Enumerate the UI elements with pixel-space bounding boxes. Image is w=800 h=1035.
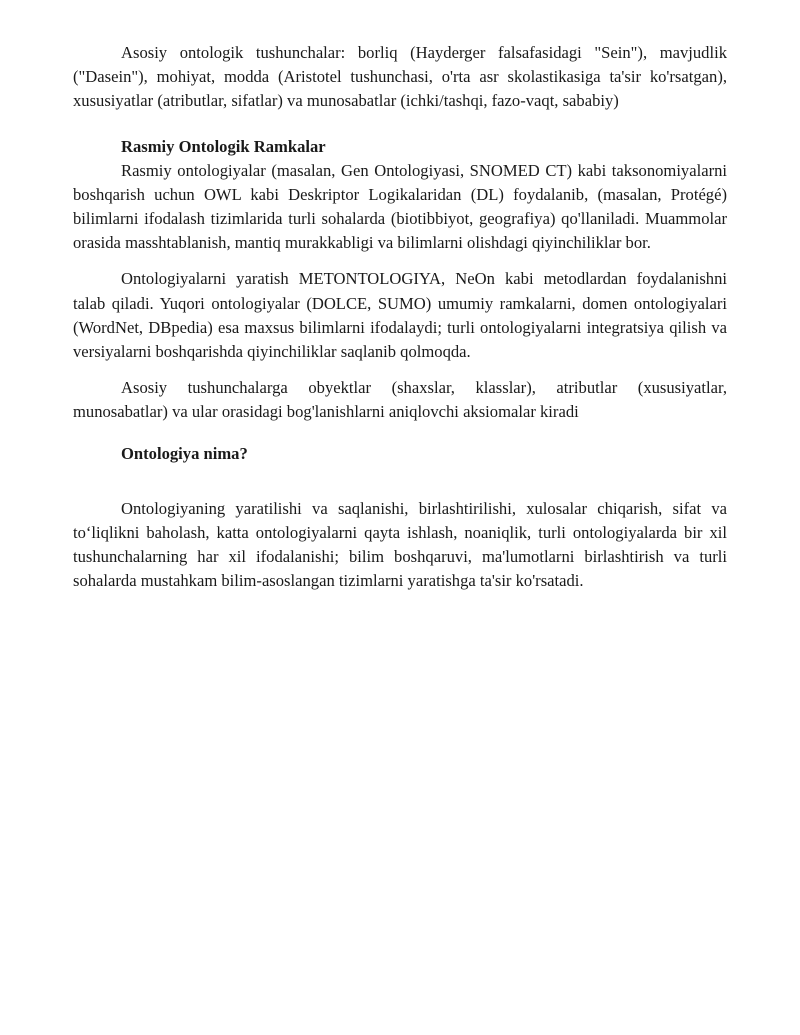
paragraph-ontology-challenges: Ontologiyaning yaratilishi va saqlanishi, birlashtirilishi, xulosalar chiqarish, sifat va to‘liqlikni baholash, katta ontologiyalarni qayta ishlash, noaniqlik, turli ontologiyalarda bir xil tushunchalarning har xil ifodalanishi; bilim boshqaruvi, ma'lumotlarni birlashtirish va turli sohalarda mustahkam bilim-asoslangan tizimlarni yaratishga ta'sir ko'rsatadi. bbox=[73, 498, 727, 591]
paragraph-core-concepts: Asosiy tushunchalarga obyektlar (shaxslar, klasslar), atributlar (xususiyatlar, munosabatlar) va ular orasidagi bog'lanishlarni aniqlovchi aksiomalar kiradi bbox=[73, 378, 727, 422]
document-page bbox=[73, 41, 727, 593]
heading-formal-frameworks: Rasmiy Ontologik Ramkalar bbox=[121, 136, 326, 156]
paragraph-ontology-creation: Ontologiyalarni yaratish METONTOLOGIYA, NeOn kabi metodlardan foydalanishni talab qiladi. Yuqori ontologiyalar (DOLCE, SUMO) umumiy ramkalarni, domen ontologiyalari (WordNet, DBpedia) esa maxsus bilimlarni ifodalaydi; turli ontologiyalarni integratsiya qilish va versiyalarni boshqarishda qiyinchiliklar saqlanib qolmoqda. bbox=[73, 269, 727, 362]
paragraph-formal-ontologies: Rasmiy ontologiyalar (masalan, Gen Ontologiyasi, SNOMED CT) kabi taksonomiyalarni boshqarish uchun OWL kabi Deskriptor Logikalaridan (DL) foydalanib, (masalan, Protégé) bilimlarni ifodalash tizimlarida turli sohalarda (biotibbiyot, geografiya) qo'llaniladi. Muammolar orasida masshtablanish, mantiq murakkabligi va bilimlarni olishdagi qiyinchiliklar bor. bbox=[73, 160, 727, 253]
paragraph-ontological-concepts: Asosiy ontologik tushunchalar: borliq (Hayderger falsafasidagi "Sein"), mavjudlik ("Dasein"), mohiyat, modda (Aristotel tushunchasi, o'rta asr skolastikasiga ta'sir ko'rsatgan), xususiyatlar (atributlar, sifatlar) va munosabatlar (ichki/tashqi, fazo-vaqt, sababiy) bbox=[73, 43, 727, 111]
heading-what-is-ontology: Ontologiya nima? bbox=[121, 443, 248, 463]
